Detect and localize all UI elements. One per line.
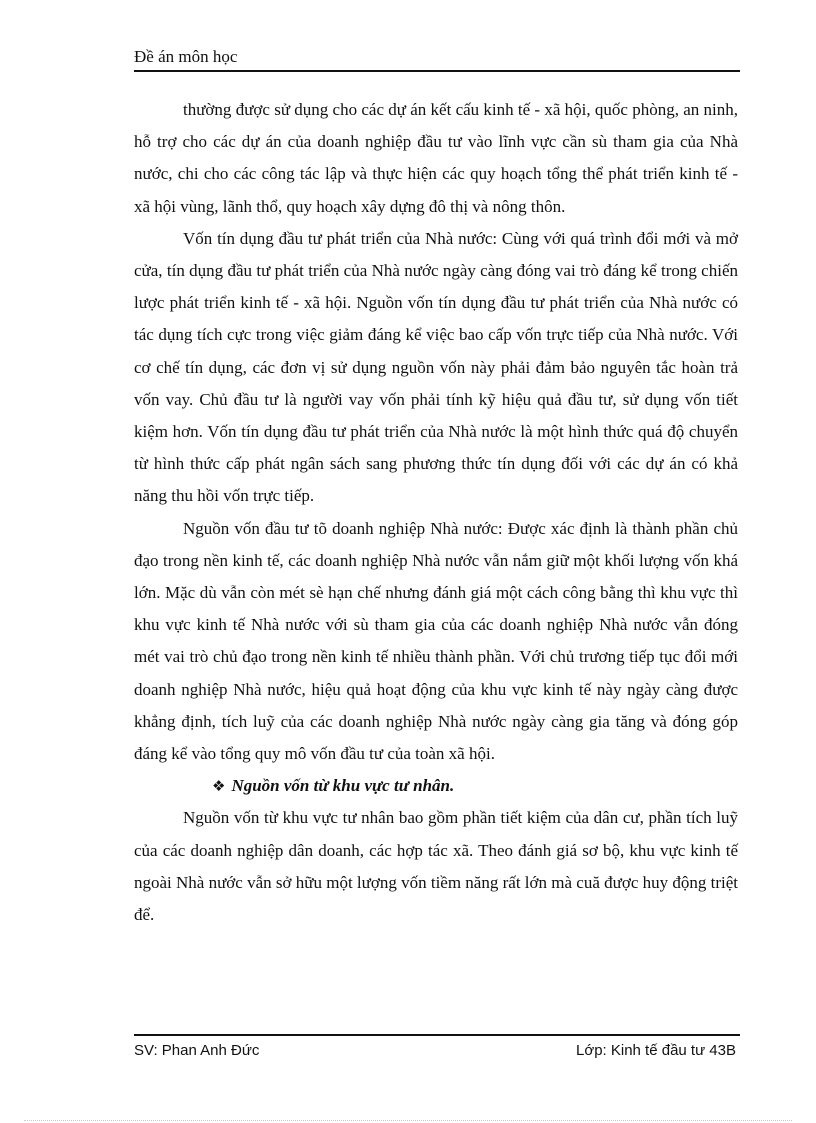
subheading-text: Nguồn vốn từ khu vực tư nhân. (231, 776, 455, 796)
paragraph-private-sector: Nguồn vốn từ khu vực tư nhân bao gồm phần tiết kiệm của dân cư, phần tích luỹ của các doanh nghiệp dân doanh, các hợp tác xã. Theo đánh giá sơ bộ, khu vực kinh tế ngoài Nhà nước vẫn sở hữu một lượng vốn tiềm năng rất lớn mà cuă được huy động triệt để. (134, 808, 738, 925)
page-header (134, 44, 740, 72)
paragraph-state-credit: Vốn tín dụng đầu tư phát triển của Nhà nước: Cùng với quá trình đổi mới và mở cửa, tín dụng đầu tư phát triển của Nhà nước ngày càng đóng vai trò đáng kể trong chiến lược phát triển kinh tế - xã hội. Nguồn vốn tín dụng đầu tư phát triển của Nhà nước có tác dụng tích cực trong việc giảm đáng kể việc bao cấp vốn trực tiếp của Nhà nước. Với cơ chế tín dụng, các đơn vị sử dụng nguồn vốn này phải đảm bảo nguyên tắc hoàn trả vốn vay. Chủ đầu tư là người vay vốn phải tính kỹ hiệu quả đầu tư, sử dụng vốn tiết kiệm hơn. Vốn tín dụng đầu tư phát triển của Nhà nước là một hình thức quá độ chuyển từ hình thức cấp phát ngân sách sang phương thức tín dụng đối với các dự án có khả năng thu hồi vốn trực tiếp. (134, 228, 738, 506)
footer-student: SV: Phan Anh Đức (134, 1042, 260, 1059)
diamond-bullet-icon: ❖ (212, 777, 226, 796)
section-subheading (134, 770, 738, 802)
page-footer (134, 1034, 740, 1059)
paragraph-state-budget: thường được sử dụng cho các dự án kết cấu kinh tế - xã hội, quốc phòng, an ninh, hỗ trợ cho các dự án của doanh nghiệp đầu tư vào lĩnh vực cần sù tham gia của Nhà nước, chi cho các công tác lập và thực hiện các quy hoạch tổng thể phát triển kinh tế - xã hội vùng, lãnh thổ, quy hoạch xây dựng đô thị và nông thôn. (134, 100, 738, 216)
document-title: Đề án môn học (134, 47, 238, 66)
paragraph-state-enterprise: Nguồn vốn đầu tư tõ doanh nghiệp Nhà nước: Được xác định là thành phần chủ đạo trong nền kinh tế, các doanh nghiệp Nhà nước vẫn nắm giữ một khối lượng vốn khá lớn. Mặc dù vẫn còn mét sè hạn chế nhưng đánh giá một cách công bằng thì khu vực thì khu vực kinh tế Nhà nước với sù tham gia của các doanh nghiệp Nhà nước vẫn đóng mét vai trò chủ đạo trong nền kinh tế nhiều thành phần. Với chủ trương tiếp tục đổi mới doanh nghiệp Nhà nước, hiệu quả hoạt động của khu vực kinh tế này ngày càng được khẳng định, tích luỹ của các doanh nghiệp Nhà nước ngày càng gia tăng và đóng góp đáng kể vào tổng quy mô vốn đầu tư của toàn xã hội. (134, 518, 738, 764)
document-body (134, 94, 738, 931)
page-edge-divider (24, 1120, 792, 1121)
footer-class: Lớp: Kinh tế đầu tư 43B (576, 1042, 736, 1059)
